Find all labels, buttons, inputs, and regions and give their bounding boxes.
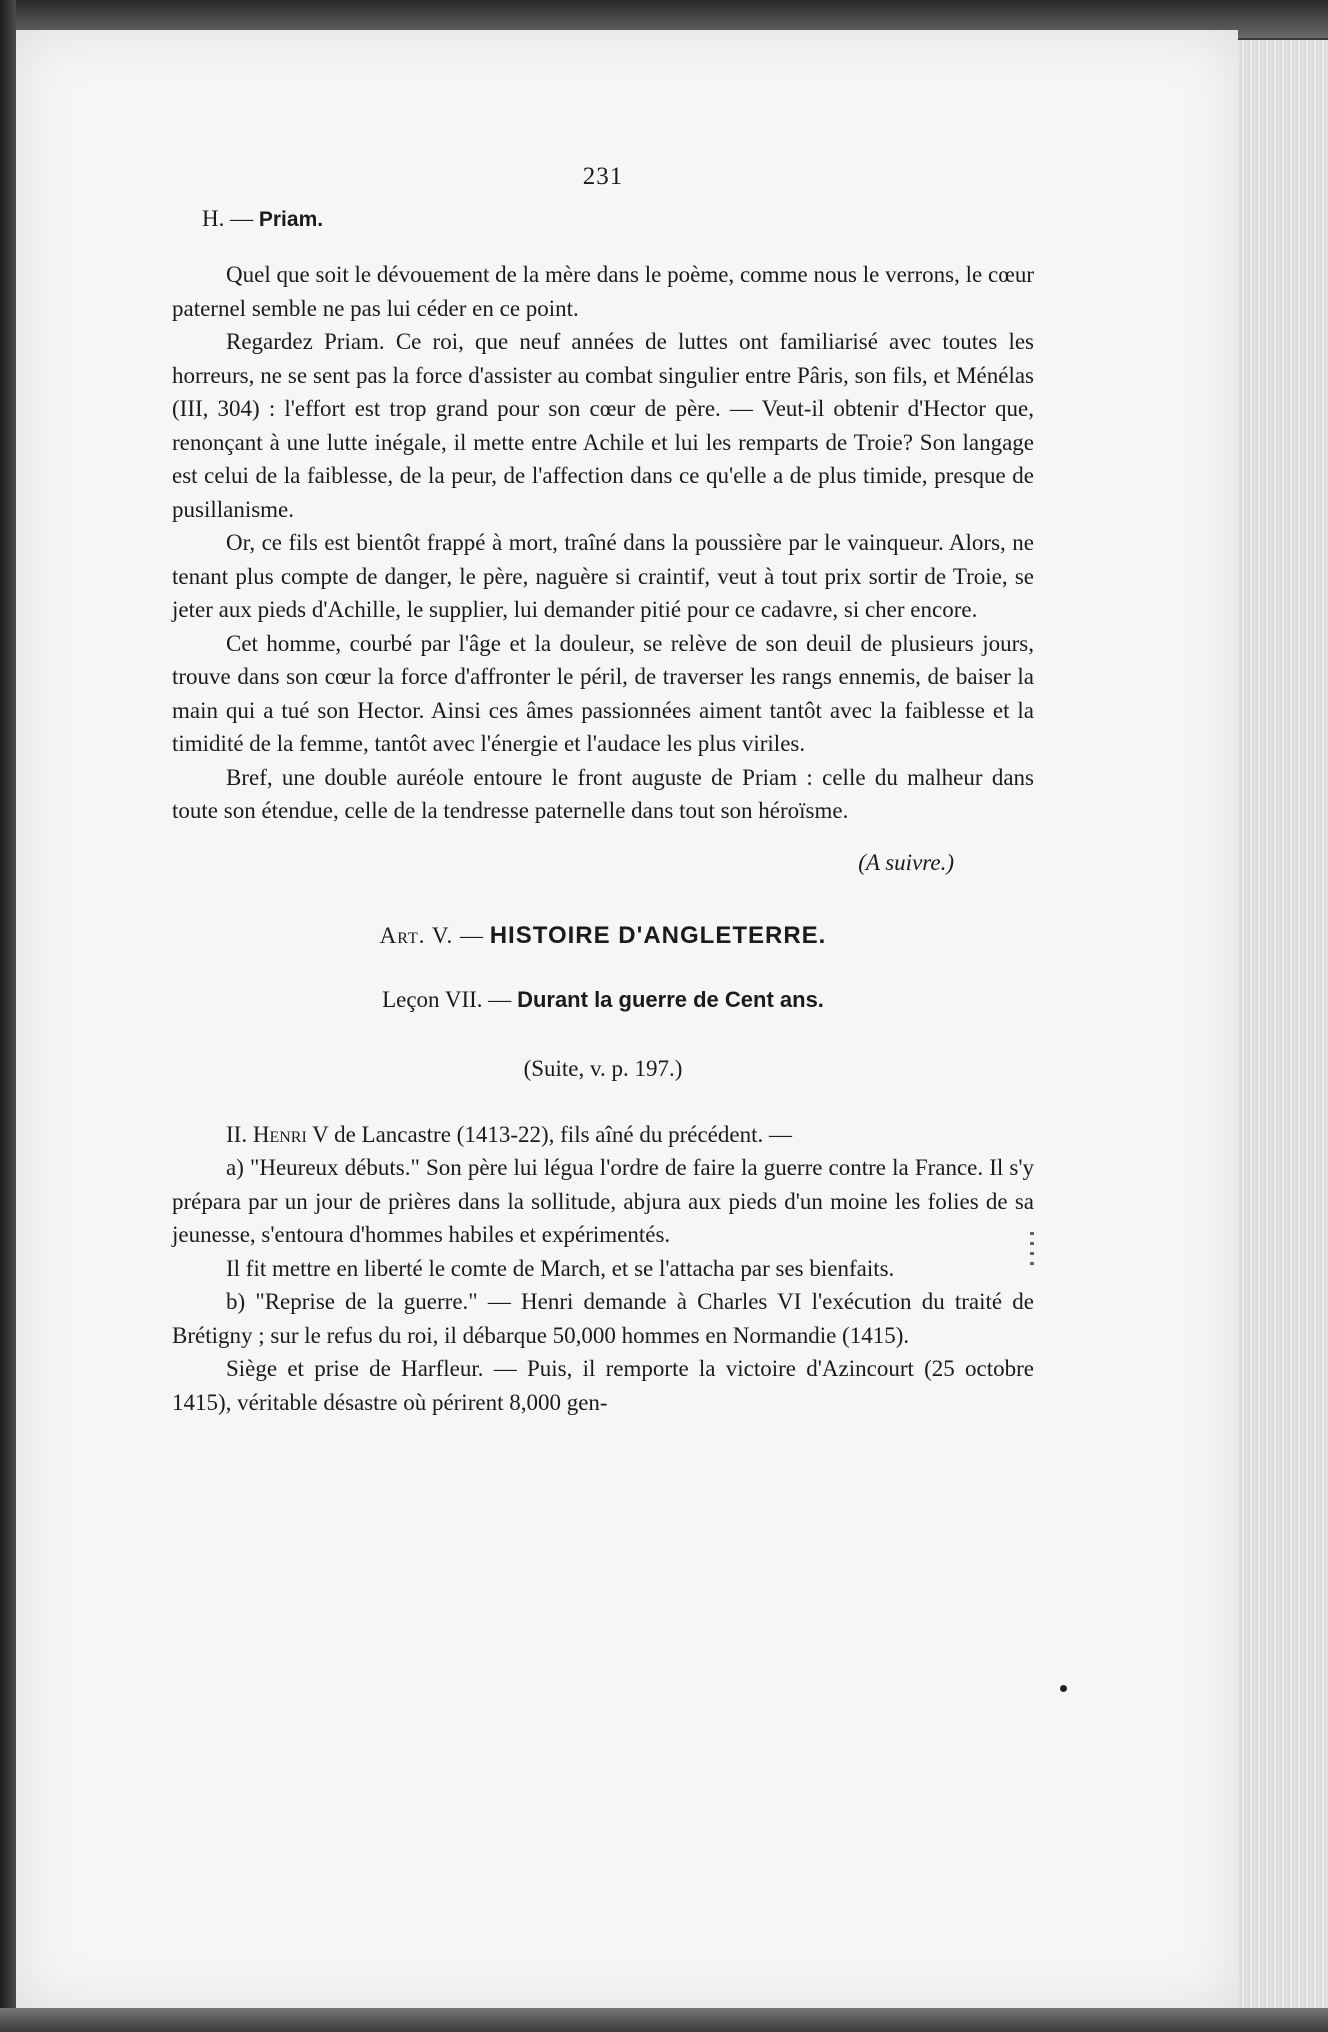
paragraph: b) "Reprise de la guerre." — Henri demande à Charles VI l'exécution du traité de Brétigny ; sur le refus du roi, il débarque 50,000 hommes en Normandie (1415). bbox=[172, 1289, 1034, 1348]
paragraph: a) "Heureux débuts." Son père lui légua l'ordre de faire la guerre contre la France. Il s'y prépara par un jour de prières dans la sollitude, abjura aux pieds d'un moine les folies de sa jeunesse, s'entoura d'hommes habiles et expérimentés. bbox=[172, 1155, 1034, 1247]
henri-rest: V de Lancastre (1413-22), fils aîné du précédent. — bbox=[312, 1121, 792, 1147]
margin-spot bbox=[1060, 1685, 1067, 1692]
paragraph: Quel que soit le dévouement de la mère dans le poème, comme nous le verrons, le cœur paternel semble ne pas lui céder en ce point. bbox=[172, 262, 1034, 321]
book-page-edges bbox=[1238, 40, 1328, 2010]
suite-reference: (Suite, v. p. 197.) bbox=[523, 1056, 683, 1081]
article-prefix: Art. V. — bbox=[379, 923, 484, 948]
page-text-block bbox=[172, 160, 1034, 1419]
scan-border-left bbox=[0, 0, 16, 2032]
section-label: H. — bbox=[202, 205, 254, 231]
scan-border-bottom bbox=[0, 2008, 1328, 2032]
margin-dots bbox=[1030, 1232, 1034, 1272]
paragraph: Regardez Priam. Ce roi, que neuf années de luttes ont familiarisé avec toutes les horreurs, ne se sent pas la force d'assister au combat singulier entre Pâris, son fils, et Ménélas (III, 304) : l'effort est trop grand pour son cœur de père. — Veut-il obtenir d'Hector que, renonçant à une lutte inégale, il mette entre Achile et lui les remparts de Troie? Son langage est celui de la faiblesse, de la peur, de l'affection dans ce qu'elle a de plus timide, presque de pusillanisme. bbox=[172, 329, 1034, 522]
henri-name: Henri bbox=[252, 1121, 307, 1147]
a-suivre-note: (A suivre.) bbox=[858, 849, 954, 875]
paragraph: Cet homme, courbé par l'âge et la douleur, se relève de son deuil de plusieurs jours, trouve dans son cœur la force d'affronter le péril, de traverser les rangs ennemis, de baiser la main qui a tué son Hector. Ainsi ces âmes passionnées aiment tantôt avec la faiblesse et la timidité de la femme, tantôt avec l'énergie et l'audace les plus viriles. bbox=[172, 630, 1034, 756]
paragraph: Siège et prise de Harfleur. — Puis, il remporte la victoire d'Azincourt (25 octobre 1415), véritable désastre où périrent 8,000 gen- bbox=[172, 1356, 1034, 1415]
article-heading bbox=[172, 919, 1034, 953]
paragraph: Or, ce fils est bientôt frappé à mort, traîné dans la poussière par le vainqueur. Alors, ne tenant plus compte de danger, le père, naguère si craintif, veut à tout prix sortir de Troie, se jeter aux pieds d'Achille, le supplier, lui demander pitié pour ce cadavre, si cher encore. bbox=[172, 530, 1034, 622]
lesson-title: Durant la guerre de Cent ans. bbox=[517, 986, 824, 1012]
paragraph: Il fit mettre en liberté le comte de March, et se l'attacha par ses bienfaits. bbox=[226, 1255, 895, 1281]
page-number: 231 bbox=[582, 163, 624, 190]
paragraph: Bref, une double auréole entoure le front auguste de Priam : celle du malheur dans toute son étendue, celle de la tendresse paternelle dans tout son héroïsme. bbox=[172, 764, 1034, 823]
article-title: HISTOIRE D'ANGLETERRE. bbox=[489, 922, 827, 949]
henri-heading-paragraph bbox=[172, 1118, 1034, 1152]
henri-number: II. bbox=[226, 1121, 248, 1147]
lesson-heading bbox=[172, 983, 1034, 1017]
section-title: Priam. bbox=[258, 207, 324, 231]
section-heading-priam bbox=[202, 202, 1034, 237]
lesson-prefix: Leçon VII. — bbox=[382, 986, 512, 1012]
